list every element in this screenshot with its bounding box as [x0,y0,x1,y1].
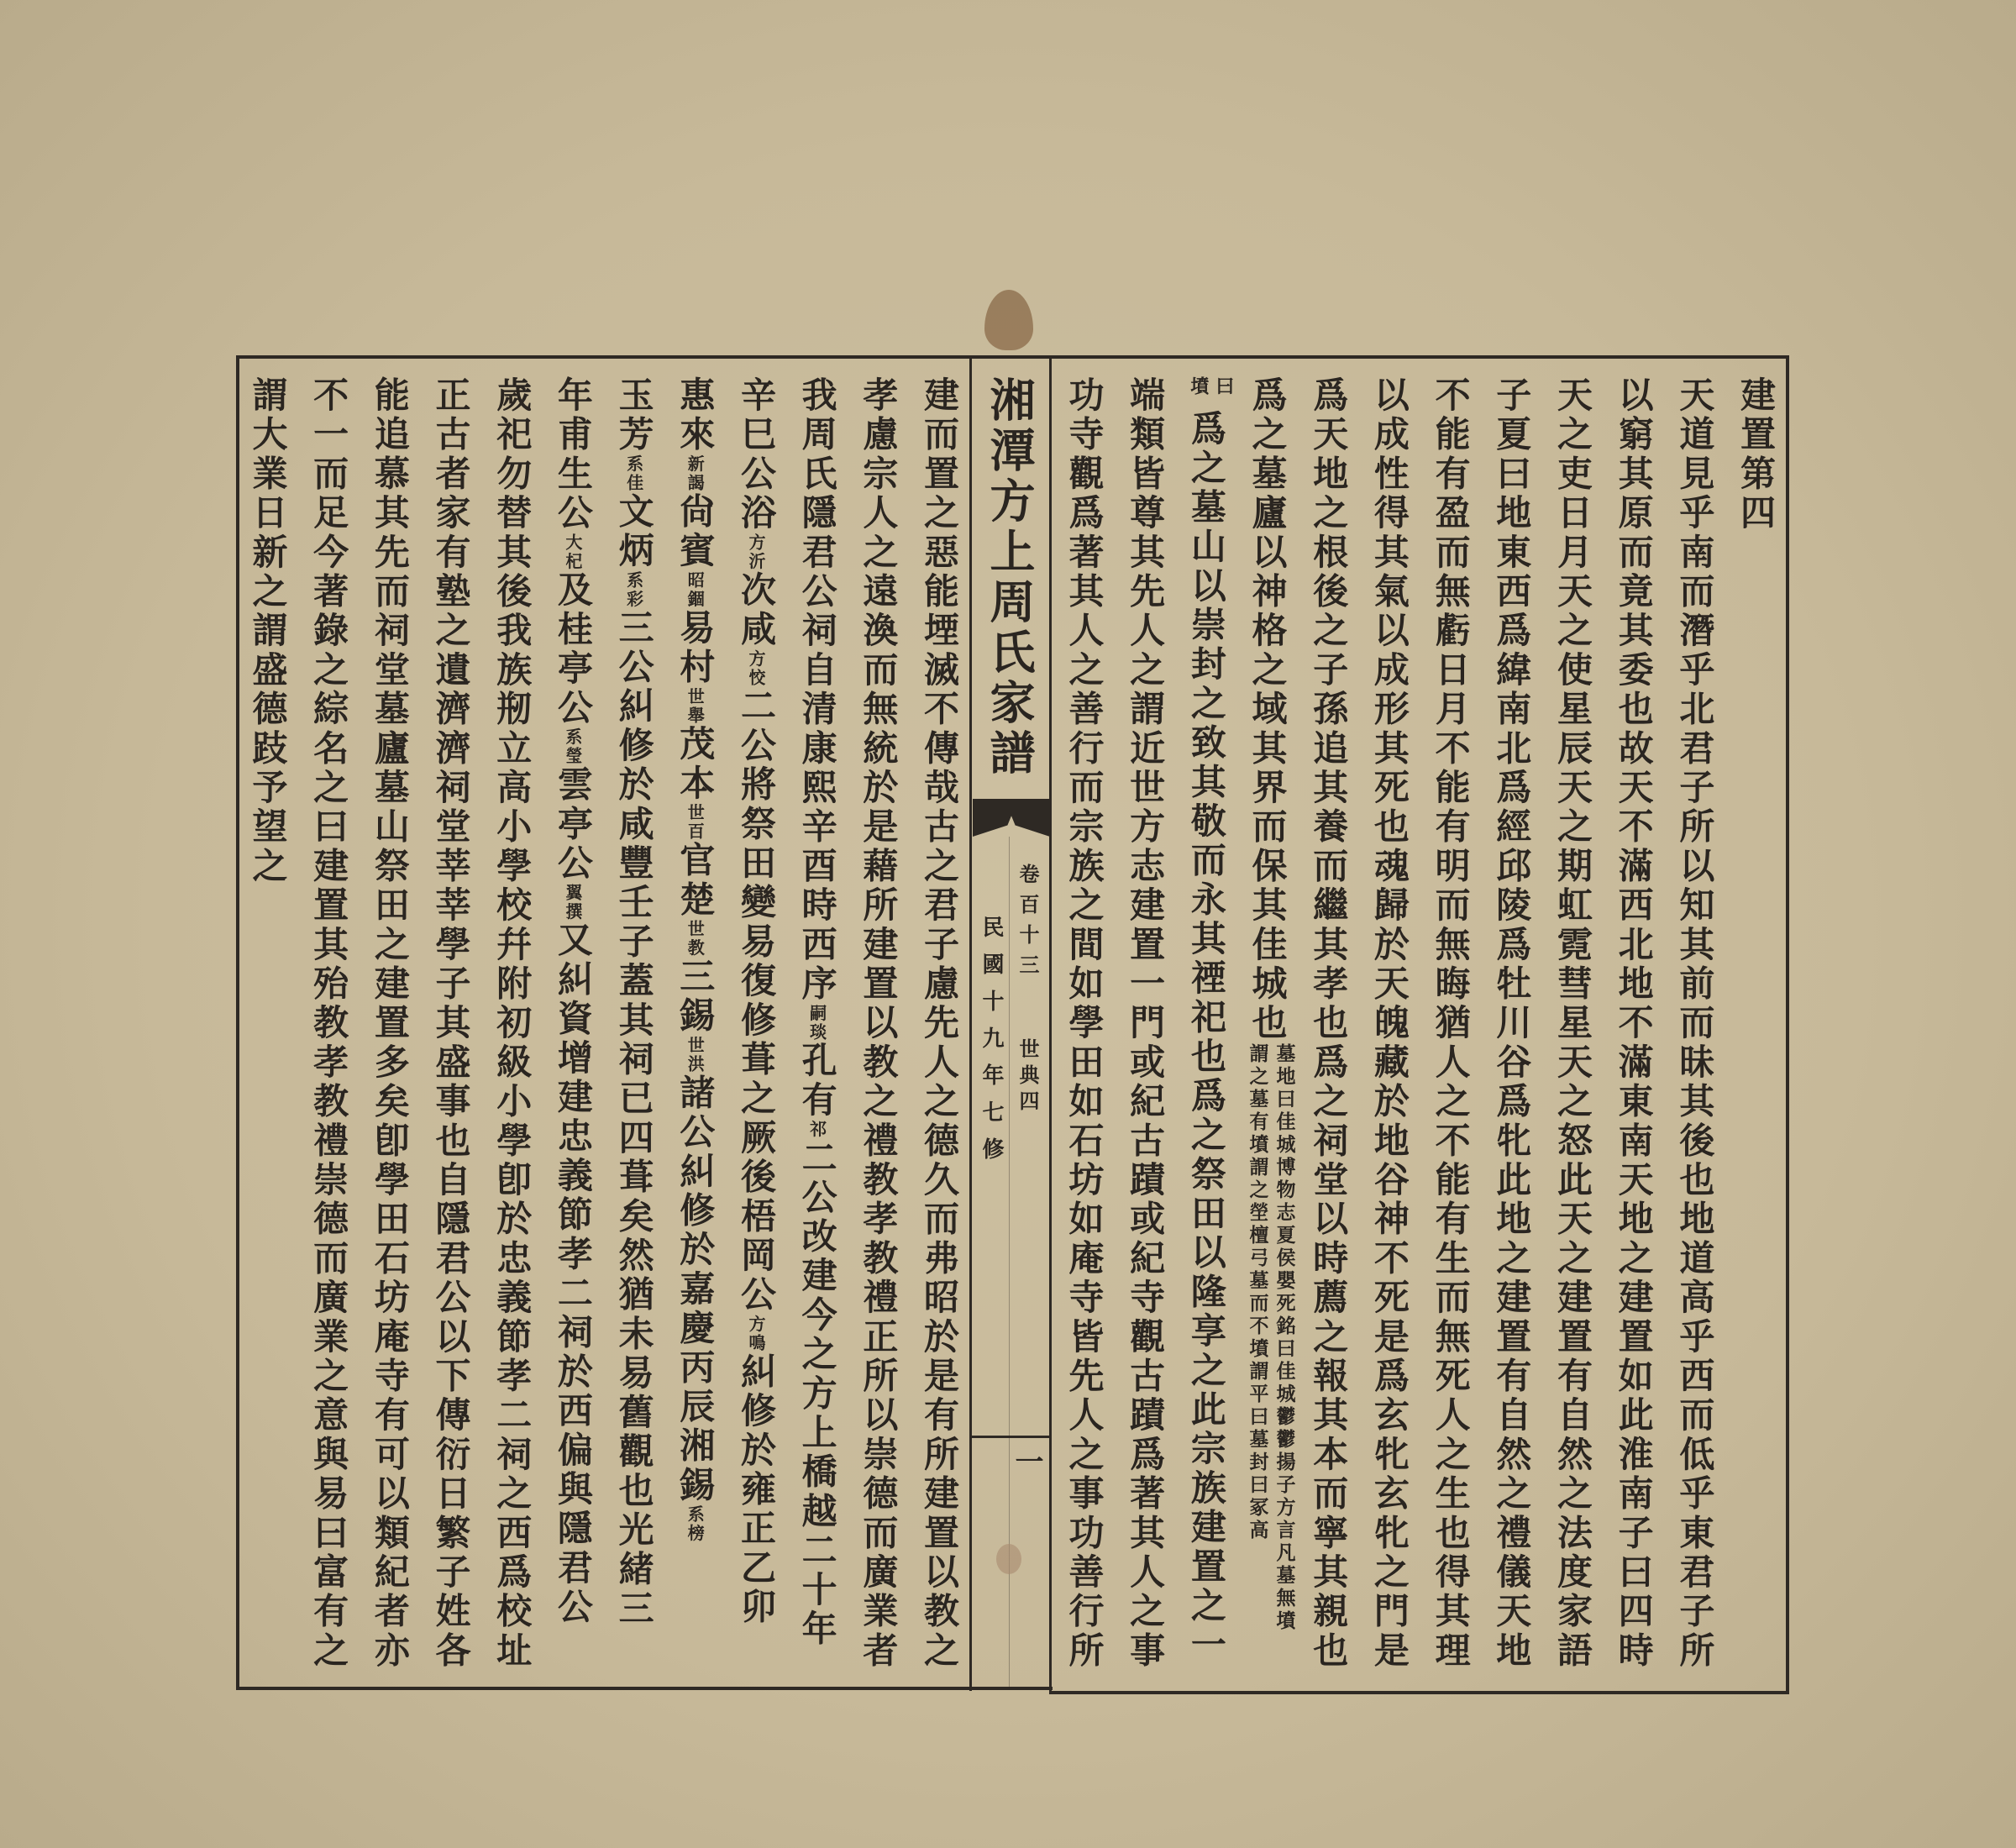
interlinear-note: 大杞 [562,533,583,571]
text-run: 功寺觀爲著其人之善行而宗族之間如學田如石坊如庵寺皆先人之事功善行所 [1063,376,1105,1672]
text-run: 及桂亭公 [552,570,594,728]
text-run: 次咸 [735,570,777,650]
text-run: 建而置之惡能堙滅不傳哉古之君子慮先人之德久而弗昭於是有所建置以教之 [919,376,960,1672]
text-run: 能追慕其先而祠堂墓廬墓山祭田之建置多矣卽學田石坊庵寺有可以類紀者亦 [369,376,411,1672]
interlinear-note: 世教 [685,920,706,958]
text-run: 三公糾修於咸豐壬子蓋其祠已四葺矣然猶未易舊觀也光緒三 [613,608,655,1630]
text-column [848,370,909,1684]
interlinear-note: 系榜 [685,1505,706,1544]
right-page [1052,370,1786,1684]
frame-right-rule [1786,355,1789,1694]
interlinear-note: 世洪 [685,1036,706,1074]
text-column [359,370,420,1684]
text-column [1541,370,1603,1684]
text-column [1481,370,1542,1684]
text-run: 官楚 [675,841,717,921]
interlinear-note: 世百 [685,803,706,842]
text-run: 茂本 [675,725,717,804]
text-column [1358,370,1420,1684]
text-run: 子夏曰地東西爲緯南北爲經邱陵爲牡川谷爲牝此地之建置有自然之禮儀天地 [1491,376,1533,1672]
text-column [297,370,359,1684]
text-run: 爲之墓山以崇封之致其敬而永其禋祀也爲之祭田以隆享之此宗族建置之一 [1185,410,1227,1666]
interlinear-note: 祁 [806,1120,827,1140]
text-run: 三錫 [675,958,717,1037]
text-column [603,370,664,1684]
text-column [481,370,543,1684]
text-column [1175,370,1236,1684]
text-run: 我周氏隱君公祠自清康熙辛酉時西序 [796,376,838,1005]
interlinear-note: 世舉 [685,687,706,726]
text-column [420,370,481,1684]
text-run: 諸公糾修於嘉慶丙辰湘錫 [675,1074,717,1506]
spine-left-rule [969,355,972,1691]
stain-spot [996,1544,1021,1574]
text-run: 二公將祭田變易復修葺之厥後梧岡公 [735,687,777,1315]
interlinear-note: 系彩 [623,570,644,609]
text-run: 謂大業日新之謂盛德跂予望之 [247,376,289,887]
text-run: 歲祀勿替其後我族剏立高小學校幷附初級小學卽於忠義節孝二祠之西爲校址 [491,376,533,1672]
text-run: 糾修於雍正乙卯 [735,1352,777,1628]
text-column [1420,370,1481,1684]
text-run: 爲之墓廬以神格之域其界而保其佳城也 [1247,376,1289,1043]
text-column [1603,370,1664,1684]
text-run: 辛巳公浴 [735,376,777,533]
interlinear-note: 系瑩 [562,727,583,766]
text-column [725,370,786,1684]
left-page [239,370,969,1684]
text-run: 易村 [675,608,717,688]
text-run: 年甫生公 [552,376,594,533]
interlinear-note: 翼撰 [562,883,583,921]
text-run: 以窮其原而竟其委也故天不滿西北地不滿東南天地之建置如此淮南子曰四時 [1613,376,1655,1672]
text-run: 尙賓 [675,492,717,571]
frame-bottom-rule-left [238,1687,1053,1690]
spine-title: 湘潭方上周氏家譜 [983,376,1037,780]
text-run: 二公改建今之方上橋越二十年 [796,1139,838,1650]
interlinear-note: 系佳 [623,454,644,493]
text-run: 天道見乎南而潛乎北君子所以知其前而昧其後也地道高乎西而低乎東君子所 [1674,376,1716,1672]
text-run: 孔有 [796,1042,838,1121]
interlinear-note: 方鳴 [745,1315,766,1353]
interlinear-note: 昭錮 [685,570,706,609]
spine-section: 世典四 [1016,1038,1040,1116]
text-run: 又糾資增建忠義節孝二祠於西偏與隱君公 [552,921,594,1628]
interlinear-note: 方恔 [745,649,766,688]
text-column [1664,370,1725,1684]
text-column [1053,370,1115,1684]
interlinear-note: 新謁 [685,454,706,493]
text-column [1236,370,1298,1684]
frame-top-rule [238,355,1789,359]
text-run: 以成性得其氣以成形其死也魂歸於天魄藏於地谷神不死是爲玄牝玄牝之門是 [1368,376,1410,1672]
text-column [1114,370,1175,1684]
interlinear-note: 方沂 [745,533,766,571]
spine-volume: 卷百十三 [1016,864,1040,984]
text-run: 惠來 [675,376,717,455]
section-heading: 建置第四 [1735,376,1777,533]
text-run: 天之吏日月天之使星辰天之期虹霓彗星天之怒此天之建置有自然之法度家語 [1551,376,1593,1672]
fishtail-block [973,799,1050,837]
double-line-note: 墓地曰佳城博物志夏侯嬰死銘曰佳城鬱鬱揚子方言凡墓無墳謂之墓有墳謂之塋檀弓墓而不墳謂平曰墓封曰冢高 [1246,1042,1296,1633]
text-run: 爲天地之根後之子孫追其養而繼其孝也爲之祠堂以時薦之報其本而寧其親也 [1308,376,1350,1672]
text-column [1298,370,1359,1684]
text-run: 玉芳 [613,376,655,455]
text-column [542,370,603,1684]
frame-bottom-rule-right [1050,1691,1789,1694]
text-run: 端類皆尊其先人之謂近世方志建置一門或紀古蹟或紀寺觀古蹟爲著其人之事 [1125,376,1167,1672]
spine-edition: 民國十九年七修 [979,916,1004,1174]
text-run: 雲亭公 [552,765,594,884]
text-run: 不能有盈而無虧日月不能有明而無晦猶人之不能有生而無死人之生也得其理 [1430,376,1472,1672]
text-column [786,370,848,1684]
text-column [237,370,298,1684]
fishtail-leaf-mark [984,290,1033,350]
text-run: 孝慮宗人之遠渙而無統於是藉所建置以教之禮教孝教禮正所以崇德而廣業者 [858,376,900,1672]
spine-page-number: 一 [1010,1446,1043,1475]
double-line-note: 曰墳 [1187,376,1235,395]
spine-page-rule [971,1436,1050,1438]
text-run: 不一而足今著錄之綜名之曰建置其殆教孝教禮崇德而廣業之意與易曰富有之 [308,376,350,1672]
text-column [908,370,969,1684]
text-run: 文炳 [613,492,655,571]
text-column [664,370,726,1684]
text-run: 正古者家有塾之遺濟濟祠堂莘莘學子其盛事也自隱君公以下傳衍日繁子姓各 [430,376,472,1672]
interlinear-note: 嗣琰 [806,1004,827,1042]
